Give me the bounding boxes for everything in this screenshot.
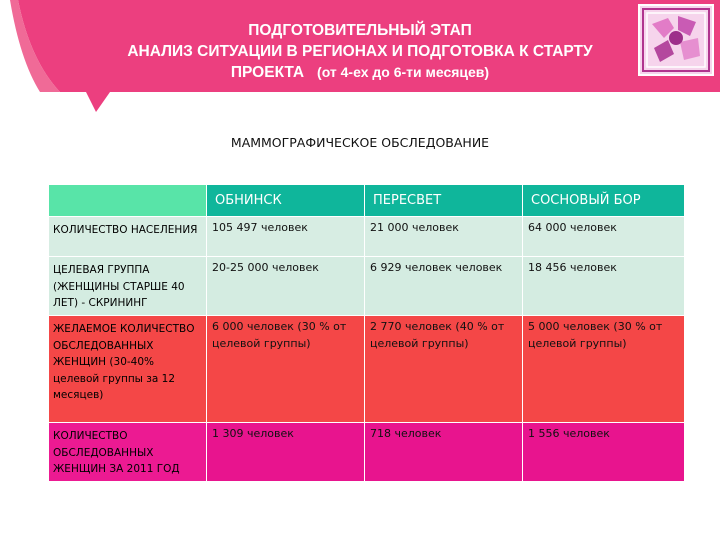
table-row [49,423,685,482]
title-line-2: АНАЛИЗ СИТУАЦИИ В РЕГИОНАХ И ПОДГОТОВКА К СТАРТУ [127,43,593,60]
table-row [49,316,685,423]
title-line-1: ПОДГОТОВИТЕЛЬНЫЙ ЭТАП [248,22,472,39]
table-cell: 2 770 человек (40 % от целевой группы) [365,316,523,423]
table-cell: 64 000 человек [523,217,685,257]
table-cell: 105 497 человек [207,217,365,257]
row-label: КОЛИЧЕСТВО НАСЕЛЕНИЯ [49,217,207,257]
table-cell: 21 000 человек [365,217,523,257]
table-row [49,217,685,257]
title-line-3-sub: (от 4-ех до 6-ти месяцев) [317,64,490,80]
section-subtitle: МАММОГРАФИЧЕСКОЕ ОБСЛЕДОВАНИЕ [230,135,490,150]
table-row [49,257,685,316]
column-header-obninsk: ОБНИНСК [207,185,365,217]
row-label: ЖЕЛАЕМОЕ КОЛИЧЕСТВО ОБСЛЕДОВАННЫХ ЖЕНЩИН (30-40% целевой группы за 12 месяцев) [49,316,207,423]
page-title [60,20,660,83]
title-line-3-main: ПРОЕКТА [230,64,305,81]
screening-table [48,184,685,482]
table-cell: 18 456 человек [523,257,685,316]
hands-logo-icon [638,4,714,76]
table-cell: 718 человек [365,423,523,482]
title-line-3 [60,62,660,83]
header-blank-cell [49,185,207,217]
table-cell: 6 929 человек человек [365,257,523,316]
column-header-sosnovy-bor: СОСНОВЫЙ БОР [523,185,685,217]
table-cell: 20-25 000 человек [207,257,365,316]
table-header-row [49,185,685,217]
table-cell: 5 000 человек (30 % от целевой группы) [523,316,685,423]
table-cell: 6 000 человек (30 % от целевой группы) [207,316,365,423]
column-header-peresvet: ПЕРЕСВЕТ [365,185,523,217]
header-banner [0,0,720,120]
row-label: КОЛИЧЕСТВО ОБСЛЕДОВАННЫХ ЖЕНЩИН ЗА 2011 ГОД [49,423,207,482]
table-cell: 1 309 человек [207,423,365,482]
row-label: ЦЕЛЕВАЯ ГРУППА (ЖЕНЩИНЫ СТАРШЕ 40 ЛЕТ) - СКРИНИНГ [49,257,207,316]
table-cell: 1 556 человек [523,423,685,482]
